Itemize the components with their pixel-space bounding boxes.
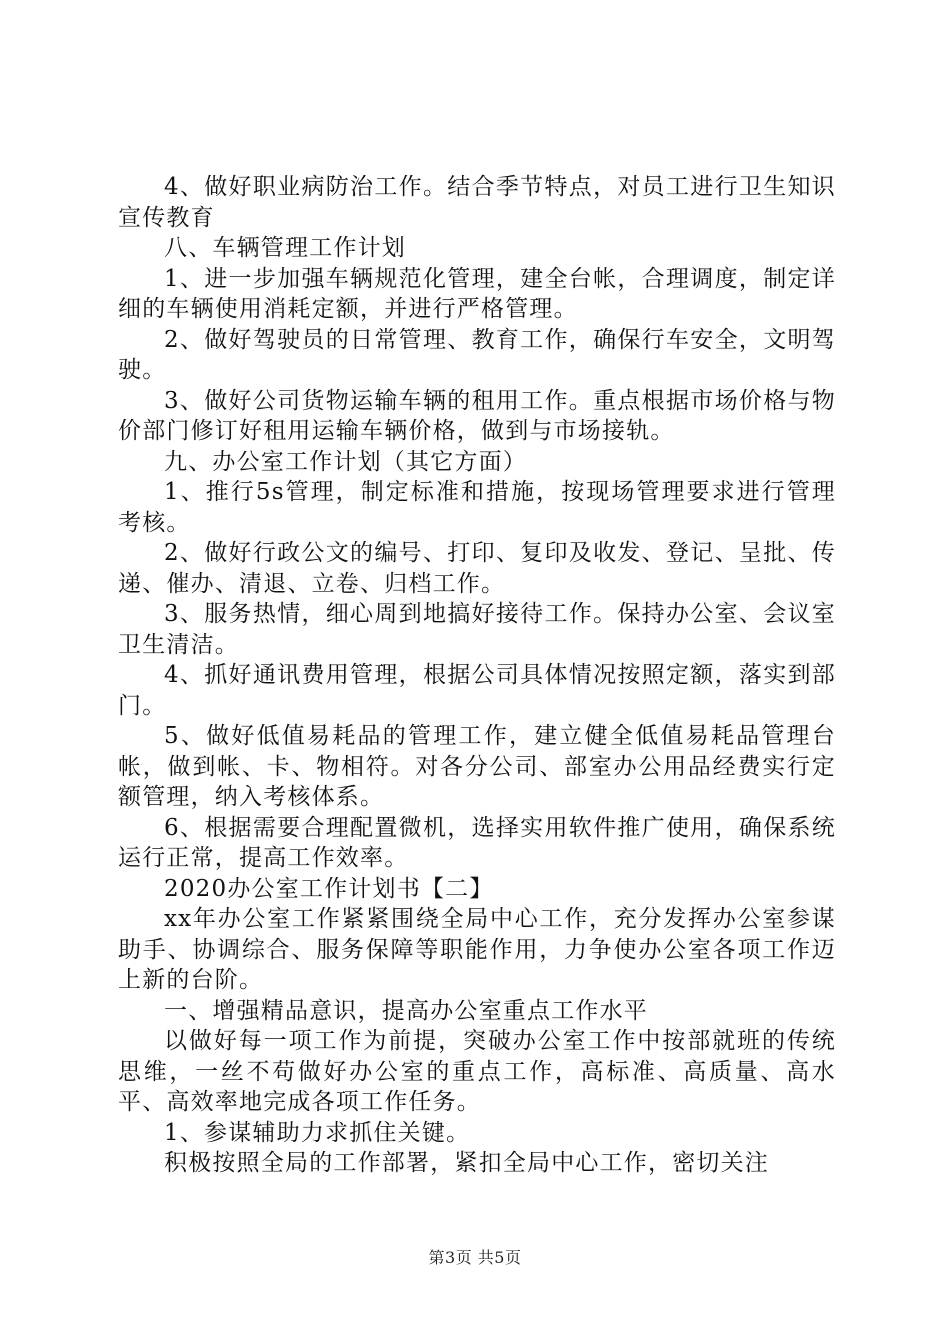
page-number-footer: 第3页 共5页 (428, 1248, 522, 1267)
paragraph-18: 积极按照全局的工作部署，紧扣全局中心工作，密切关注 (164, 1150, 769, 1176)
paragraph-10: 4、抓好通讯费用管理，根据公司具体情况按照定额，落实到部门。 (118, 662, 836, 719)
section-heading-1: 一、增强精品意识，提高办公室重点工作水平 (164, 997, 648, 1024)
paragraph-9: 3、服务热情，细心周到地搞好接待工作。保持办公室、会议室卫生清洁。 (118, 601, 836, 658)
paragraph-8: 2、做好行政公文的编号、打印、复印及收发、登记、呈批、传递、催办、清退、立卷、归档工作。 (118, 540, 836, 597)
paragraph-4: 2、做好驾驶员的日常管理、教育工作，确保行车安全，文明驾驶。 (118, 326, 836, 383)
section-heading-9: 九、办公室工作计划（其它方面） (164, 448, 527, 475)
document-section-title: 2020办公室工作计划书【二】 (164, 875, 494, 902)
paragraph-5: 3、做好公司货物运输车辆的租用工作。重点根据市场价格与物价部门修订好租用运输车辆价格，做到与市场接轨。 (118, 387, 836, 444)
paragraph-11: 5、做好低值易耗品的管理工作，建立健全低值易耗品管理台帐，做到帐、卡、物相符。对各分公司、部室办公用品经费实行定额管理，纳入考核体系。 (118, 723, 836, 810)
paragraph-14: xx年办公室工作紧紧围绕全局中心工作，充分发挥办公室参谋助手、协调综合、服务保障等职能作用，力争使办公室各项工作迈上新的台阶。 (118, 906, 836, 993)
paragraph-1: 4、做好职业病防治工作。结合季节特点，对员工进行卫生知识宣传教育 (118, 174, 836, 231)
paragraph-7: 1、推行5s管理，制定标准和措施，按现场管理要求进行管理考核。 (118, 479, 836, 536)
paragraph-12: 6、根据需要合理配置微机，选择实用软件推广使用，确保系统运行正常，提高工作效率。 (118, 814, 836, 871)
section-heading-8: 八、车辆管理工作计划 (164, 235, 406, 261)
paragraph-17: 1、参谋辅助力求抓住关键。 (164, 1119, 471, 1146)
document-body (118, 172, 836, 1179)
paragraph-16: 以做好每一项工作为前提，突破办公室工作中按部就班的传统思维，一丝不苟做好办公室的重点工作，高标准、高质量、高水平、高效率地完成各项工作任务。 (118, 1028, 836, 1115)
paragraph-3: 1、进一步加强车辆规范化管理，建全台帐，合理调度，制定详细的车辆使用消耗定额，并进行严格管理。 (118, 265, 836, 322)
